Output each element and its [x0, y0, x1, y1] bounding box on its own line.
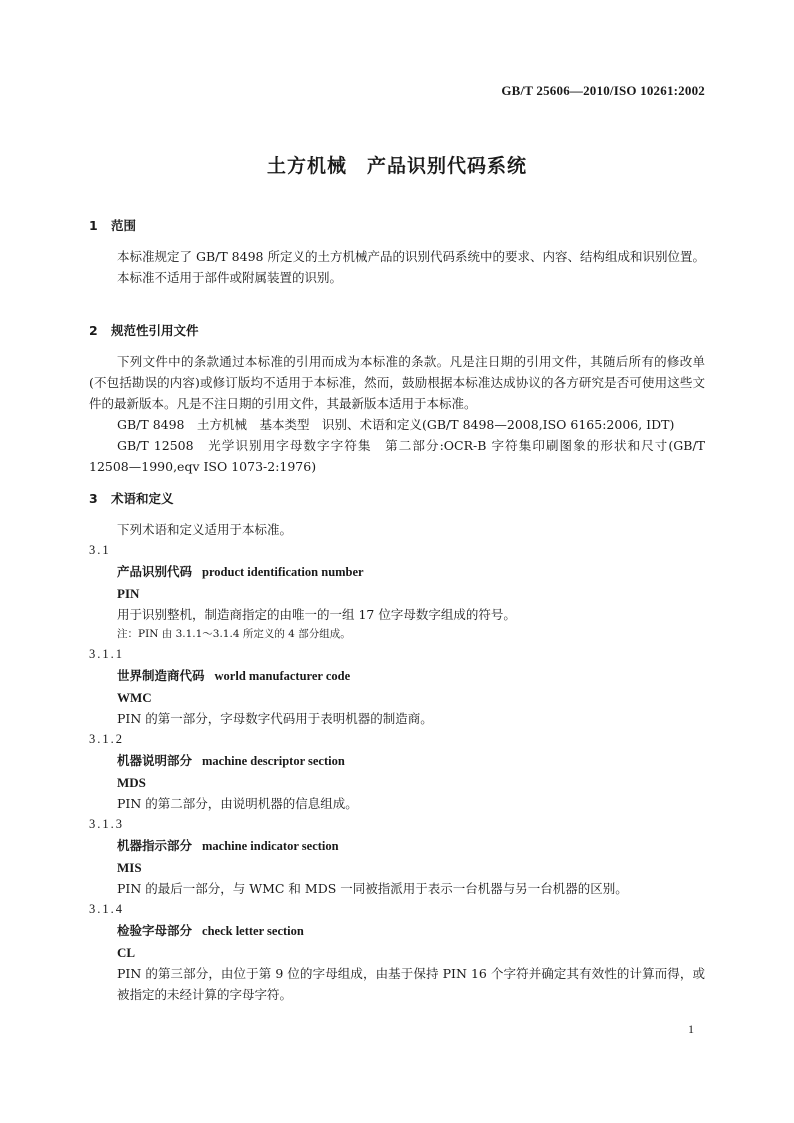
term-definition: PIN 的第三部分，由位于第 9 位的字母组成，由基于保持 PIN 16 个字符并确定其有效性的计算而得，或被指定的未经计算的字母字符。: [117, 966, 705, 1002]
term-abbr: CL: [117, 945, 136, 960]
term-number: 3.1.1: [89, 647, 124, 661]
term-entry: [89, 750, 705, 814]
document-title: 土方机械 产品识别代码系统: [266, 155, 527, 177]
term-abbr: MDS: [117, 775, 146, 790]
term-zh: 检验字母部分: [117, 923, 193, 938]
term-entry: [89, 835, 705, 899]
term-zh: 机器说明部分: [117, 753, 193, 768]
term-en: product identification number: [202, 565, 364, 579]
section-3-heading: [89, 489, 705, 509]
paragraph: 本标准不适用于部件或附属装置的识别。: [117, 270, 343, 285]
section-title: 范围: [111, 218, 137, 233]
term-number: 3.1.4: [89, 902, 124, 916]
term-definition: PIN 的第二部分，由说明机器的信息组成。: [117, 796, 358, 811]
section-title: 术语和定义: [111, 491, 174, 506]
reference-2: GB/T 12508 光学识别用字母数字字符集 第二部分:OCR-B 字符集印刷图象的形状和尺寸(GB/T 12508—1990,eqv ISO 1073-2:1976): [89, 438, 705, 474]
term-entry: [89, 665, 705, 729]
term-note: 注：PIN 由 3.1.1～3.1.4 所定义的 4 部分组成。: [117, 628, 351, 640]
term-abbr: WMC: [117, 690, 152, 705]
section-number: 2: [89, 323, 98, 338]
section-2-heading: [89, 321, 705, 341]
term-definition: PIN 的最后一部分，与 WMC 和 MDS 一同被指派用于表示一台机器与另一台机器的区别。: [117, 881, 628, 896]
term-number: 3.1: [89, 543, 111, 557]
term-definition: 用于识别整机，制造商指定的由唯一的一组 17 位字母数字组成的符号。: [117, 607, 516, 622]
term-definition: PIN 的第一部分，字母数字代码用于表明机器的制造商。: [117, 711, 433, 726]
section-2: [89, 321, 705, 477]
term-zh: 世界制造商代码: [117, 668, 205, 683]
term-en: machine descriptor section: [202, 754, 345, 768]
reference-1: GB/T 8498 土方机械 基本类型 识别、术语和定义(GB/T 8498—2008,ISO 6165:2006, IDT): [117, 417, 675, 432]
section-1-heading: [89, 216, 705, 236]
term-en: world manufacturer code: [214, 669, 351, 683]
paragraph: 下列文件中的条款通过本标准的引用而成为本标准的条款。凡是注日期的引用文件，其随后所有的修改单(不包括勘误的内容)或修订版均不适用于本标准，然而，鼓励根据本标准达成协议的各方研究是否可使用这些文件的最新版本。凡是不注日期的引用文件，其最新版本适用于本标准。: [89, 354, 705, 411]
section-title: 规范性引用文件: [111, 323, 199, 338]
section-3: [89, 489, 705, 1005]
paragraph: 本标准规定了 GB/T 8498 所定义的土方机械产品的识别代码系统中的要求、内容、结构组成和识别位置。: [117, 249, 705, 264]
term-zh: 产品识别代码: [117, 564, 193, 579]
term-number: 3.1.2: [89, 732, 124, 746]
page-number: 1: [688, 1022, 694, 1036]
term-entry: [89, 920, 705, 1005]
section-number: 1: [89, 218, 98, 233]
standard-code: GB/T 25606—2010/ISO 10261:2002: [501, 83, 705, 98]
section-number: 3: [89, 491, 98, 506]
term-en: machine indicator section: [202, 839, 339, 853]
term-number: 3.1.3: [89, 817, 124, 831]
term-en: check letter section: [202, 924, 304, 938]
paragraph: 下列术语和定义适用于本标准。: [117, 522, 293, 537]
term-abbr: MIS: [117, 860, 142, 875]
term-entry: [89, 561, 705, 644]
section-1: [89, 216, 705, 288]
term-zh: 机器指示部分: [117, 838, 193, 853]
term-abbr: PIN: [117, 586, 140, 601]
